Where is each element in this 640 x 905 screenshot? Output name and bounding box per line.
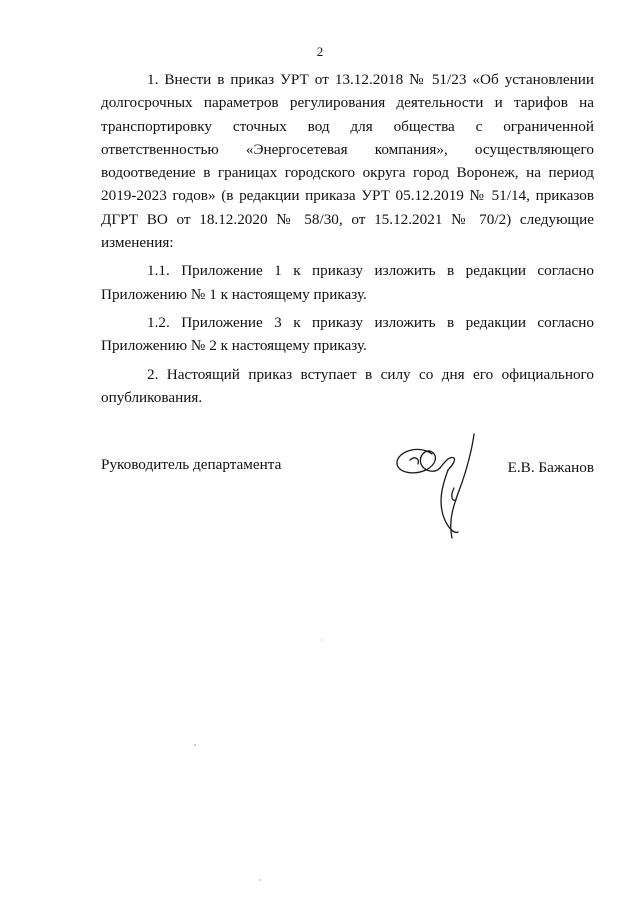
page-number: 2 [316,44,324,59]
paragraph-appendix-3: 1.2. Приложение 3 к приказу изложить в редакции согласно Приложению № 2 к настоящему приказу. [101,313,594,355]
signatory-name: Е.В. Бажанов [507,459,594,476]
paragraph-amendment: 1. Внести в приказ УРТ от 13.12.2018 № 51/23 «Об установлении долгосрочных параметров регулирования деятельности и тарифов на транспортировку сточных вод для общества с ограниченной ответственностью «Энергосетевая компания», осуществляющего водоотведение в границах городского округа город Воронеж, на период 2019-2023 годов» (в редакции приказа УРТ 05.12.2019 № 51/14, приказов ДГРТ ВО от 18.12.2020 № 58/30, от 15.12.2021 № 70/2) следующие изменения: [101,71,594,252]
order-body [101,68,594,409]
signature-block [101,456,594,478]
handwritten-signature-icon [388,430,488,542]
paragraph-effective-date: 2. Настоящий приказ вступает в силу со дня его официального опубликования. [101,365,594,406]
signatory-position: Руководитель департамента [101,456,282,473]
paragraph-appendix-1: 1.1. Приложение 1 к приказу изложить в редакции согласно Приложению № 1 к настоящему приказу. [101,262,594,303]
